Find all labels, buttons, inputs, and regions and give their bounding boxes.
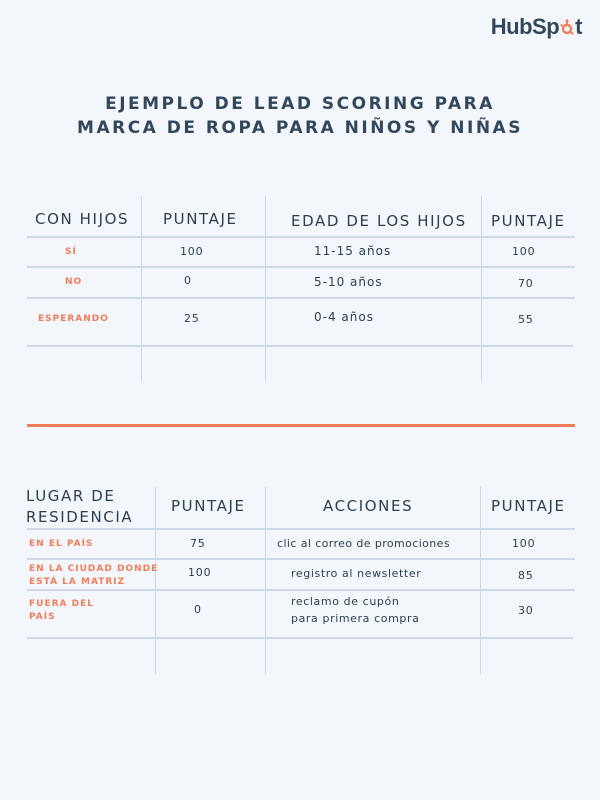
table1-header-con-hijos: CON HIJOS (35, 210, 130, 228)
table2-header-puntaje: PUNTAJE (171, 497, 246, 515)
table1-vline (141, 196, 142, 381)
page-title (0, 92, 600, 140)
table2-row-score: 0 (194, 603, 202, 616)
table2-vline (155, 487, 156, 674)
table2-row-item: clic al correo de promociones (277, 537, 450, 550)
table1-hline (27, 236, 575, 238)
table1-row-item: 0-4 años (314, 310, 374, 324)
table1-header-puntaje-2: PUNTAJE (491, 212, 566, 230)
table1-row-item-score: 100 (512, 245, 536, 258)
table2-row-label: FUERA DEL (29, 599, 94, 609)
table1-vline (481, 196, 482, 381)
table2-row-item-score: 85 (518, 569, 534, 582)
table2-hline (27, 558, 575, 560)
table2-row-score: 100 (188, 566, 212, 579)
table1-vline (265, 196, 266, 381)
hubspot-logo (491, 14, 582, 40)
title-line-1: EJEMPLO DE LEAD SCORING PARA (105, 94, 495, 114)
table2-header-residencia: RESIDENCIA (26, 508, 134, 526)
table2-row-label: EN LA CIUDAD DONDE (29, 564, 159, 574)
table1-hline (27, 345, 573, 347)
table1-hline (27, 297, 575, 299)
table1-hline (27, 266, 575, 268)
sprocket-icon (558, 19, 576, 37)
table1-row-score: 100 (180, 245, 204, 258)
title-line-2: MARCA DE ROPA PARA NIÑOS Y NIÑAS (77, 118, 523, 138)
table2-hline (27, 528, 575, 530)
table1-row-item: 5-10 años (314, 275, 383, 289)
logo-text-right: t (575, 14, 582, 39)
section-divider (27, 424, 575, 427)
table1-row-score: 25 (184, 312, 200, 325)
table2-header-lugar: LUGAR DE (26, 487, 116, 505)
table2-row-item-line2: para primera compra (291, 612, 420, 625)
table1-row-label: NO (65, 277, 83, 287)
table2-row-item: registro al newsletter (291, 567, 422, 580)
table1-row-label: SÍ (65, 247, 77, 257)
table1-row-item-score: 70 (518, 277, 534, 290)
table2-row-label: EN EL PAÍS (29, 539, 94, 549)
table2-header-acciones: ACCIONES (323, 497, 414, 515)
table2-row-item-score: 30 (518, 604, 534, 617)
table2-row-label-line2: PAÍS (29, 612, 56, 622)
table2-header-puntaje-2: PUNTAJE (491, 497, 566, 515)
logo-text-left: HubSp (490, 14, 560, 39)
table1-row-item-score: 55 (518, 313, 534, 326)
table2-vline (480, 487, 481, 674)
table1-row-item: 11-15 años (314, 244, 392, 258)
table1-header-puntaje: PUNTAJE (163, 210, 238, 228)
table2-hline (27, 589, 575, 591)
table2-row-item-score: 100 (512, 537, 536, 550)
table2-row-item: reclamo de cupón (291, 595, 400, 608)
table2-row-label-line2: ESTÁ LA MATRIZ (29, 577, 126, 587)
table2-vline (265, 487, 266, 674)
table1-header-edad: EDAD DE LOS HIJOS (291, 212, 467, 230)
table1-row-score: 0 (184, 274, 192, 287)
table2-hline (27, 637, 573, 639)
table1-row-label: ESPERANDO (38, 314, 109, 324)
table2-row-score: 75 (190, 537, 206, 550)
